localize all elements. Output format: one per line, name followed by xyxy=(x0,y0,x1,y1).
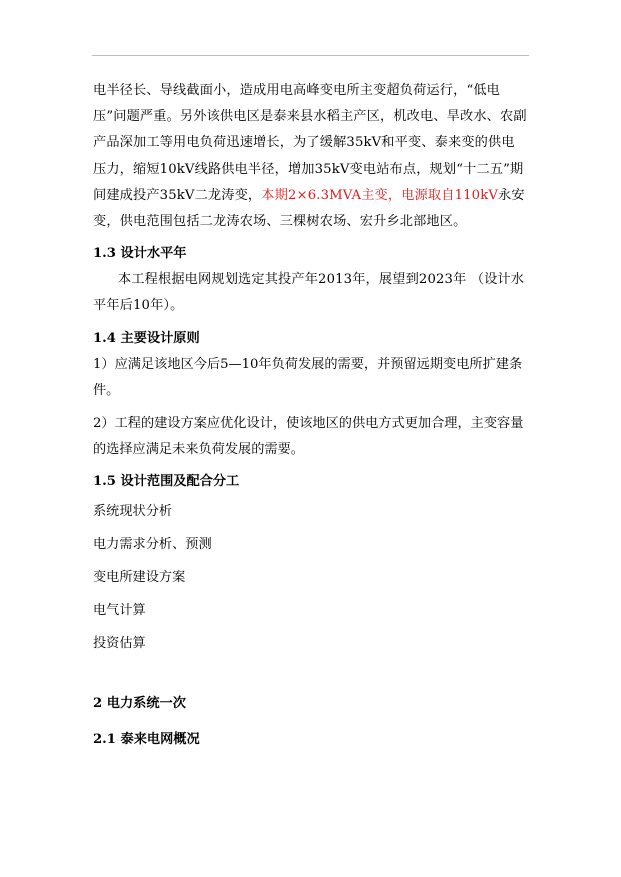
section-heading-1-4: 1.4 主要设计原则 xyxy=(93,330,200,346)
intro-text-part1: 电半径长、导线截面小，造成用电高峰变电所主变超负荷运行，“低电压”问题严重。另外该供电区是泰来县水稻主产区，机改电、旱改水、农副产品深加工等用电负荷迅速增长，为了缓解35kV和平变、泰来变的供电压力，缩短10kV线路供电半径，增加35kV变电站布点，规划“十二五”期间建成投产35kV二龙涛变， xyxy=(93,83,527,203)
intro-text-highlight: 本期2×6.3MVA主变，电源取自110kV xyxy=(261,187,499,203)
section-1-3-paragraph: 本工程根据电网规划选定其投产年2013年，展望到2023年 （设计水平年后10年）。 xyxy=(93,272,525,314)
document-body xyxy=(93,78,528,753)
section-heading-1-3: 1.3 设计水平年 xyxy=(93,246,187,262)
scope-item-4: 电气计算 xyxy=(93,603,146,619)
header-rule xyxy=(92,55,529,56)
intro-text-part2: 永安变，供电范围包括二龙涛农场、三棵树农场、宏升乡北部地区。 xyxy=(93,187,525,230)
scope-item-5: 投资估算 xyxy=(93,636,146,652)
section-heading-1-5: 1.5 设计范围及配合分工 xyxy=(93,474,240,490)
intro-paragraph xyxy=(93,78,528,235)
scope-item-3: 变电所建设方案 xyxy=(93,570,186,586)
scope-item-2: 电力需求分析、预测 xyxy=(93,537,212,553)
section-heading-2: 2 电力系统一次 xyxy=(93,696,186,712)
scope-item-1: 系统现状分析 xyxy=(93,504,173,520)
principle-item-2: 2）工程的建设方案应优化设计，使该地区的供电方式更加合理，主变容量的选择应满足未来负荷发展的需要。 xyxy=(93,416,524,458)
section-heading-2-1: 2.1 泰来电网概况 xyxy=(93,732,200,748)
principle-item-1: 1）应满足该地区今后5—10年负荷发展的需要，并预留远期变电所扩建条件。 xyxy=(93,356,523,398)
